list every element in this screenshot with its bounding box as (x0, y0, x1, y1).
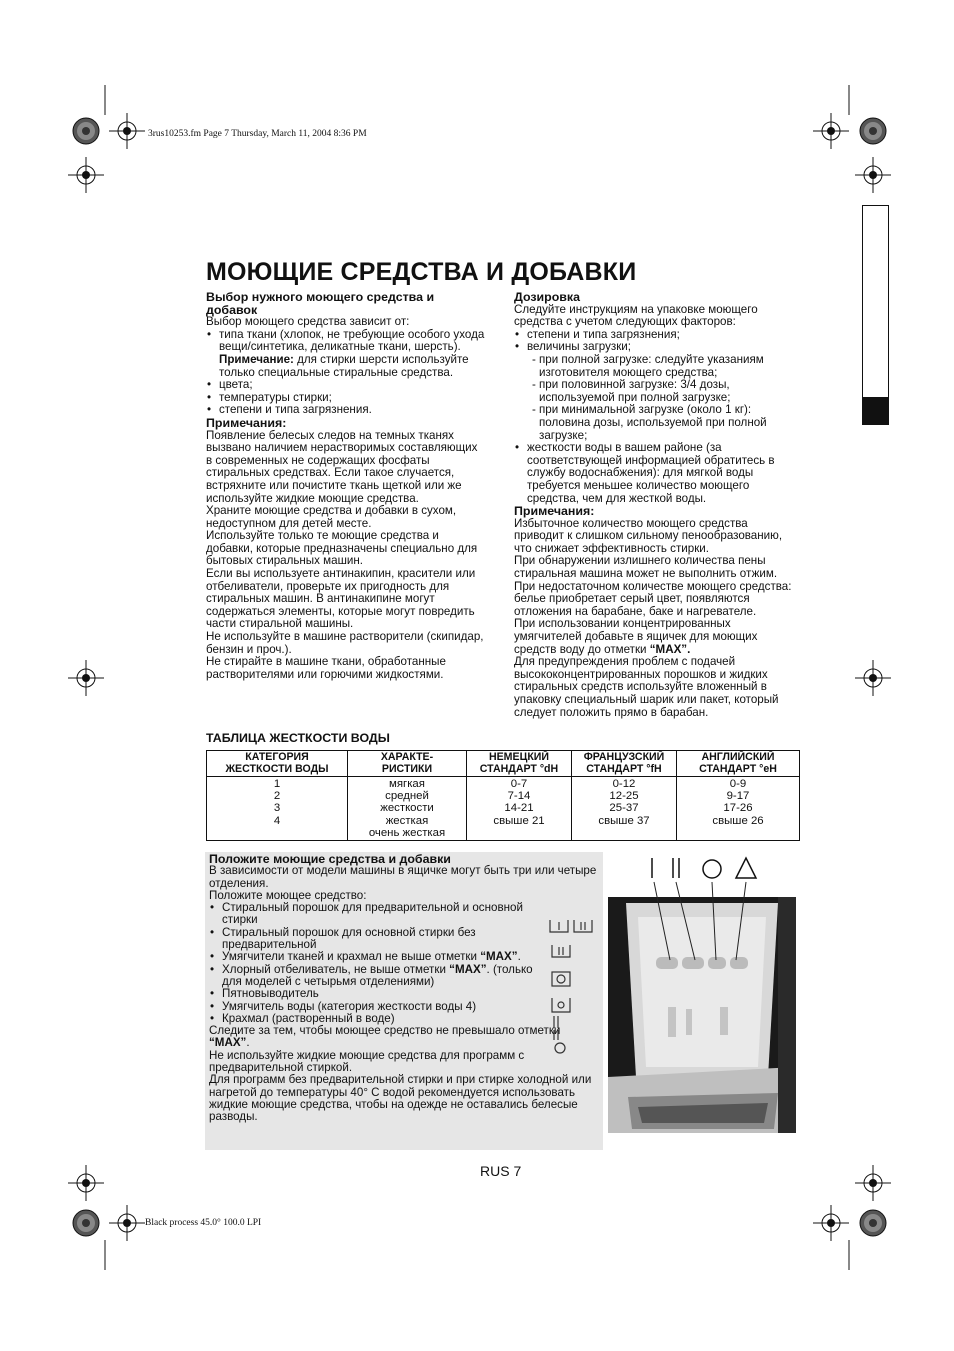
registration-cross-bl2 (109, 1205, 145, 1241)
compartment-list (209, 902, 539, 1025)
paragraph: Не используйте в машине растворители (скипидар, бензин и проч.). (206, 630, 484, 656)
column-header: ФРАНЦУЗСКИЙ СТАНДАРТ °fH (572, 751, 677, 777)
table-cell: 1 2 3 4 (207, 777, 348, 841)
paragraph: Избыточное количество моющего средства приводит к слишком сильному пенообразованию, что снижает эффективность стирки. (514, 516, 783, 555)
choice-list-2 (206, 379, 486, 417)
table-cell: 0-7 7-14 14-21 свыше 21 (467, 777, 572, 841)
registration-star-tl (73, 118, 99, 144)
paragraph: белье приобретает серый цвет, появляются отложения на барабане, баке и нагревателе. (514, 592, 757, 618)
paragraph: Для предупреждения проблем с подачей высококонцентрированных порошков и жидких стиральных средств используйте вложенный в упаковку специальный шарик или пакет, который следует положить прямо в барабан. (514, 655, 779, 719)
list-item: - при полной загрузке: следуйте указаниям изготовителя моющего средства; (514, 354, 797, 379)
list-item: • температуры стирки; (206, 392, 486, 405)
column-header: ХАРАКТЕ- РИСТИКИ (348, 751, 467, 777)
dosage-intro: Следуйте инструкциям на упаковке моющего средства с учетом следующих факторов: (514, 302, 758, 329)
box-heading: Положите моющие средства и добавки (209, 852, 451, 866)
choice-list (206, 329, 486, 354)
file-header: 3rus10253.fm Page 7 Thursday, March 11, 2004 8:36 PM (148, 129, 367, 139)
table-row (207, 777, 800, 841)
list-item: • Стиральный порошок для основной стирки без предварительной (209, 927, 539, 952)
paragraph: Следите за тем, чтобы моющее средство не превышало отметки “MAX”. (209, 1024, 561, 1050)
compartment-ii-icon (574, 920, 592, 932)
compartment-ii-icon (552, 945, 570, 957)
triangle-bleach-icon (736, 858, 756, 878)
column-header: АНГЛИЙСКИЙ СТАНДАРТ °eH (677, 751, 800, 777)
paragraph: Для программ без предварительной стирки и при стирке холодной или нагретой до температуры 40° С водой рекомендуется использовать жидкие моющие средства, чтобы на одежде не оставались белесые разводы. (209, 1073, 592, 1124)
list-item: • Стиральный порошок для предварительной и основной стирки (209, 902, 539, 927)
list-item: • степени и типа загрязнения; (514, 329, 797, 342)
max-mark: “MAX”. (649, 642, 691, 656)
page-title: МОЮЩИЕ СРЕДСТВА И ДОБАВКИ (206, 258, 637, 286)
list-item: - при минимальной загрузке (около 1 кг): половина дозы, используемой при полной загрузке; (514, 404, 797, 442)
page-number: RUS 7 (480, 1163, 522, 1179)
paragraph: Используйте только те моющие средства и добавки, которые предназначены специально для бытовых стиральных машин. (206, 529, 478, 568)
registration-cross-tr (813, 113, 849, 149)
section-tab (862, 205, 889, 425)
list-item: - при половинной загрузке: 3/4 дозы, используемой при полной загрузке; (514, 379, 797, 404)
choice-intro: Выбор моющего средства зависит от: (206, 315, 410, 329)
paragraph-text: При использовании концентрированных умягчителей добавьте в ящичек для моющих средств воду до отметки (514, 617, 758, 656)
registration-star-bl (73, 1210, 99, 1236)
paragraph: При обнаружении излишнего количества пены стиральная машина может не выполнить отжим. (514, 554, 778, 581)
registration-cross-tr2 (855, 157, 891, 193)
choice-heading: Выбор нужного моющего средства и добавок (206, 290, 435, 317)
paragraph: Не используйте жидкие моющие средства для программ с предварительной стиркой. (209, 1048, 525, 1075)
flower-icon (703, 860, 721, 878)
registration-cross-br2 (813, 1205, 849, 1241)
paragraph: Если вы используете антинакипин, красители или отбеливатели, проверьте их пригодность для стиральных машин. В антинакипине могут содержаться элементы, которые могут повредить части стиральной машины. (206, 567, 476, 631)
list-item: • жесткости воды в вашем районе (за соответствующей информацией обратитесь в службу водоснабжения): для мягкой воды требуется меньшее количество моющего средства, чем для жесткой воды. (514, 442, 797, 505)
dosage-list (514, 329, 797, 505)
compartment-icons (548, 916, 598, 1056)
paragraph: Храните моющие средства и добавки в сухом, недоступном для детей месте. (206, 504, 457, 530)
starch-icon (555, 1043, 565, 1053)
registration-star-br (860, 1210, 886, 1236)
flower-icon (552, 972, 570, 986)
bleach-icon (552, 998, 570, 1012)
list-item: • цвета; (206, 379, 486, 392)
list-item: • типа ткани (хлопок, не требующие особого ухода вещи/синтетика, деликатные ткани, шерсть). (206, 329, 486, 354)
left-column (206, 291, 486, 681)
table-title: ТАБЛИЦА ЖЕСТКОСТИ ВОДЫ (206, 731, 390, 745)
list-item: • величины загрузки; (514, 341, 797, 354)
paragraph: Не стирайте в машине ткани, обработанные растворителями или горючими жидкостями. (206, 655, 446, 681)
note-label: Примечание: (219, 352, 294, 366)
paragraph: При недостаточном количестве моющего средства: (514, 579, 792, 593)
list-item: • Пятновыводитель (209, 988, 539, 1000)
right-column (514, 291, 797, 719)
registration-cross-tl (109, 113, 145, 149)
dispenser-labels (640, 852, 770, 962)
column-header: НЕМЕЦКИЙ СТАНДАРТ °dH (467, 751, 572, 777)
registration-cross-tl2 (68, 157, 104, 193)
paragraph: Появление белесых следов на темных тканях вызвано наличием нерастворимых составляющих в современных не содержащих фосфаты стиральных средствах. Если такое случается, встряхните или почистите ткань щеткой или же используйте жидкие моющие средства. (206, 428, 478, 505)
print-footer: Black process 45.0° 100.0 LPI (145, 1218, 262, 1228)
list-item: • Крахмал (растворенный в воде) (209, 1013, 539, 1025)
list-item: • Умягчитель воды (категория жесткости воды 4) (209, 1001, 539, 1013)
paragraph: В зависимости от модели машины в ящичке могут быть три или четыре отделения. (209, 864, 597, 890)
registration-cross-bl (68, 1165, 104, 1201)
registration-cross-br (855, 1165, 891, 1201)
list-item: • степени и типа загрязнения. (206, 404, 486, 417)
table-cell: мягкая средней жесткости жесткая очень жесткая (348, 777, 467, 841)
notes-heading: Примечания: (514, 504, 595, 519)
list-item: • Умягчители тканей и крахмал не выше отметки “MAX”. (209, 951, 539, 963)
note-text: для стирки шерсти используйте только специальные стиральные средства. (219, 352, 469, 379)
wool-note (206, 354, 486, 379)
column-header: КАТЕГОРИЯ ЖЕСТКОСТИ ВОДЫ (207, 751, 348, 777)
hardness-table (206, 750, 800, 841)
registration-star-tr (860, 118, 886, 144)
paragraph: Положите моющее средство: (209, 888, 367, 902)
dosage-heading: Дозировка (514, 290, 581, 304)
registration-cross-mr (855, 660, 891, 696)
list-item: • Хлорный отбеливатель, не выше отметки “MAX”. (только для моделей с четырьмя отделениями) (209, 964, 539, 989)
detergent-box (209, 853, 601, 1124)
paragraph (514, 618, 797, 656)
table-cell: 0-9 9-17 17-26 свыше 26 (677, 777, 800, 841)
registration-cross-ml (68, 660, 104, 696)
table-cell: 0-12 12-25 25-37 свыше 37 (572, 777, 677, 841)
notes-heading: Примечания: (206, 415, 287, 430)
